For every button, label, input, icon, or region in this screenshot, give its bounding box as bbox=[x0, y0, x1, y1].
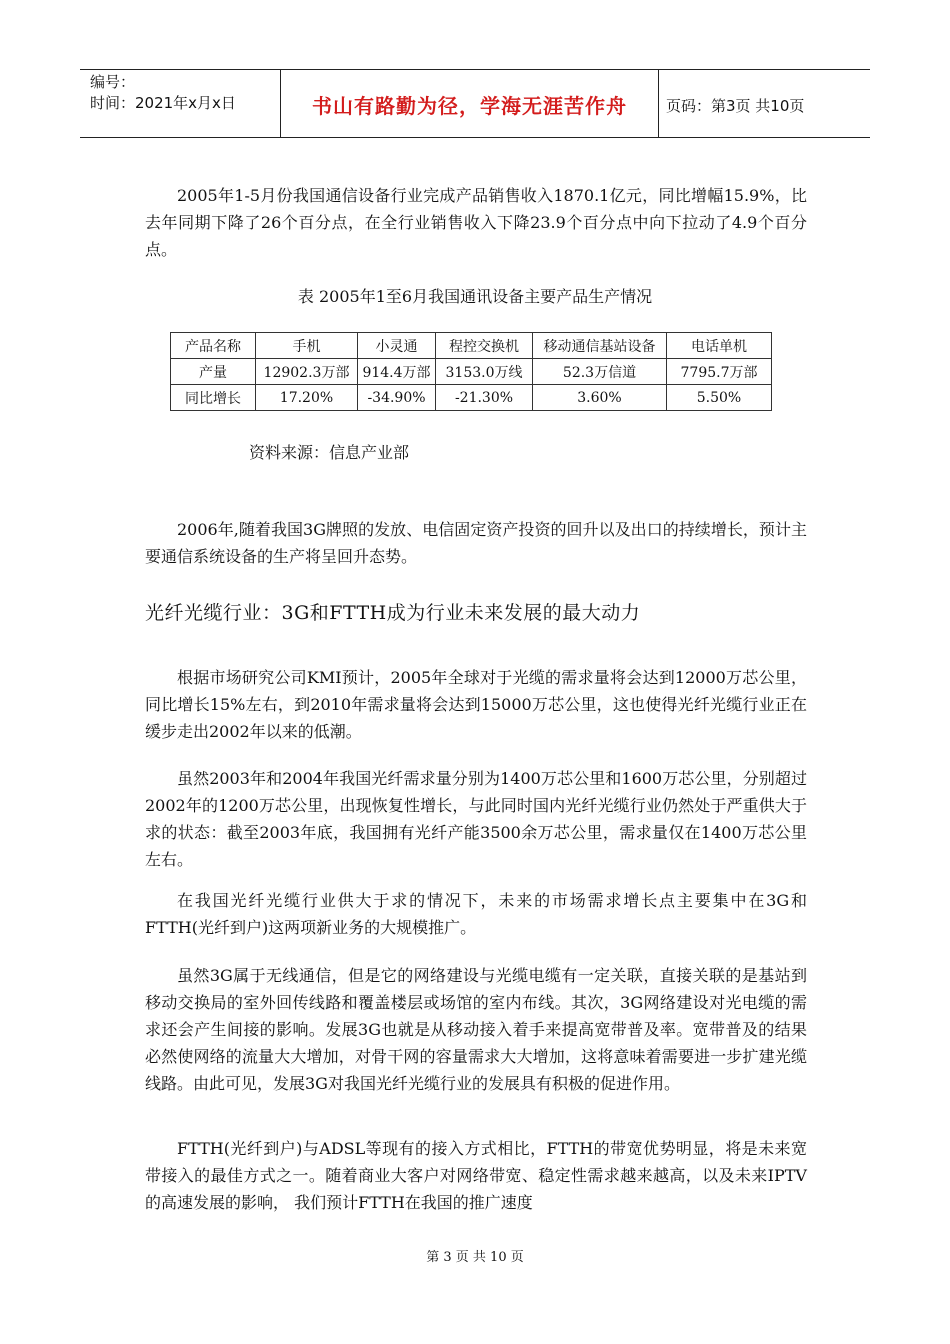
header-meta bbox=[90, 72, 236, 114]
table-cell: 12902.3万部 bbox=[256, 359, 358, 385]
table-cell: 7795.7万部 bbox=[667, 359, 772, 385]
paragraph-5 bbox=[145, 887, 807, 941]
table-cell: -34.90% bbox=[358, 385, 436, 411]
table-cell: 5.50% bbox=[667, 385, 772, 411]
paragraph-text: 2006年,随着我国3G牌照的发放、电信固定资产投资的回升以及出口的持续增长，预计主要通信系统设备的生产将呈回升态势。 bbox=[145, 520, 807, 566]
page-header bbox=[80, 69, 870, 138]
table-cell: 3153.0万线 bbox=[436, 359, 533, 385]
paragraph-text: 2005年1-5月份我国通信设备行业完成产品销售收入1870.1亿元，同比增幅15.9%，比去年同期下降了26个百分点，在全行业销售收入下降23.9个百分点中向下拉动了4.9个百分点。 bbox=[145, 186, 807, 259]
table-cell: 17.20% bbox=[256, 385, 358, 411]
table-cell: -21.30% bbox=[436, 385, 533, 411]
paragraph-text: 虽然2003年和2004年我国光纤需求量分别为1400万芯公里和1600万芯公里，分别超过2002年的1200万芯公里，出现恢复性增长，与此同时国内光纤光缆行业仍然处于严重供大于求的状态：截至2003年底，我国拥有光纤产能3500余万芯公里，需求量仅在1400万芯公里左右。 bbox=[145, 769, 807, 869]
paragraph-3 bbox=[145, 664, 807, 745]
table-row bbox=[171, 359, 772, 385]
paragraph-2 bbox=[145, 516, 807, 570]
date-label: 时间：2021年x月x日 bbox=[90, 94, 236, 112]
table-cell: 手机 bbox=[256, 333, 358, 359]
section-heading: 光纤光缆行业：3G和FTTH成为行业未来发展的最大动力 bbox=[145, 602, 641, 624]
paragraph-7 bbox=[145, 1135, 807, 1216]
number-label: 编号： bbox=[90, 73, 136, 91]
paragraph-text: 根据市场研究公司KMI预计，2005年全球对于光缆的需求量将会达到12000万芯公里，同比增长15%左右，到2010年需求量将会达到15000万芯公里，这也使得光纤光缆行业正在缓步走出2002年以来的低潮。 bbox=[145, 668, 807, 741]
table-cell: 小灵通 bbox=[358, 333, 436, 359]
paragraph-text: FTTH(光纤到户)与ADSL等现有的接入方式相比，FTTH的带宽优势明显，将是未来宽带接入的最佳方式之一。随着商业大客户对网络带宽、稳定性需求越来越高，以及未来IPTV 的高速发展的影响， 我们预计FTTH在我国的推广速度 bbox=[145, 1139, 807, 1212]
table-cell: 同比增长 bbox=[171, 385, 256, 411]
header-divider bbox=[658, 70, 659, 137]
table-cell: 电话单机 bbox=[667, 333, 772, 359]
table-caption: 表 2005年1至6月我国通讯设备主要产品生产情况 bbox=[297, 287, 653, 306]
header-motto: 书山有路勤为径，学海无涯苦作舟 bbox=[312, 94, 627, 118]
paragraph-6 bbox=[145, 962, 807, 1097]
table-cell: 3.60% bbox=[533, 385, 667, 411]
table-header-row bbox=[171, 333, 772, 359]
paragraph-text: 虽然3G属于无线通信，但是它的网络建设与光缆电缆有一定关联，直接关联的是基站到移动交换局的室外回传线路和覆盖楼层或场馆的室内布线。其次，3G网络建设对光电缆的需求还会产生间接的影响。发展3G也就是从移动接入着手来提高宽带普及率。宽带普及的结果必然使网络的流量大大增加，对骨干网的容量需求大大增加，这将意味着需要进一步扩建光缆线路。由此可见，发展3G对我国光纤光缆行业的发展具有积极的促进作用。 bbox=[145, 966, 807, 1093]
paragraph-1 bbox=[145, 182, 807, 263]
table-row bbox=[171, 385, 772, 411]
table-source: 资料来源：信息产业部 bbox=[249, 443, 410, 462]
paragraph-4 bbox=[145, 765, 807, 873]
header-page-label: 页码：第3页 共10页 bbox=[666, 97, 805, 115]
table-cell: 产量 bbox=[171, 359, 256, 385]
table-cell: 程控交换机 bbox=[436, 333, 533, 359]
production-table bbox=[170, 332, 772, 411]
table-cell: 产品名称 bbox=[171, 333, 256, 359]
page-footer: 第 3 页 共 10 页 bbox=[426, 1250, 524, 1265]
paragraph-text: 在我国光纤光缆行业供大于求的情况下，未来的市场需求增长点主要集中在3G和FTTH(光纤到户)这两项新业务的大规模推广。 bbox=[145, 891, 807, 937]
table-cell: 914.4万部 bbox=[358, 359, 436, 385]
table-cell: 移动通信基站设备 bbox=[533, 333, 667, 359]
table-cell: 52.3万信道 bbox=[533, 359, 667, 385]
